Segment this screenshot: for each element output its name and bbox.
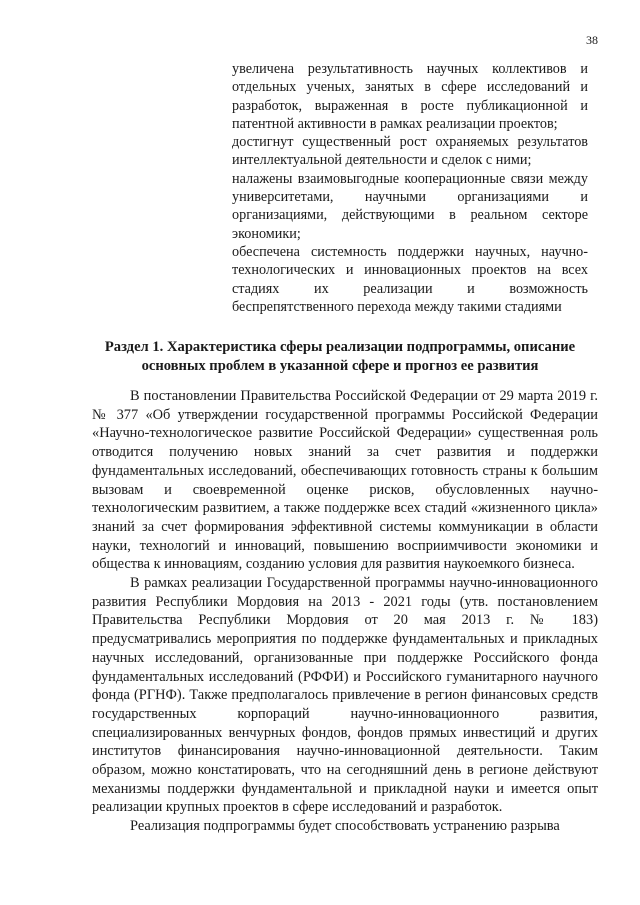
results-list	[232, 60, 588, 316]
paragraph: В постановлении Правительства Российской Федерации от 29 марта 2019 г. № 377 «Об утверждении государственной программы Российской Федерации «Научно-технологическое развитие Российской Федерации» существенная роль отводится получению новых знаний за счет развития и поддержки фундаментальных исследований, обеспечивающих готовность страны к большим вызовам и своевременной оценке рисков, обусловленных научно-технологическим развитием, а также поддержке всех стадий «жизненного цикла» знаний за счет формирования эффективной системы коммуникации в области науки, технологий и инноваций, повышению восприимчивости экономики и общества к инновациям, созданию условия для развития наукоемкого бизнеса.	[92, 388, 598, 573]
list-item: обеспечена системность поддержки научных, научно-технологических и инновационных проектов на всех стадиях их реализации и возможность беспрепятственного перехода между такими стадиями	[232, 243, 588, 315]
list-item: увеличена результативность научных коллективов и отдельных ученых, занятых в сфере исследований и разработок, выраженная в росте публикационной и патентной активности в рамках реализации проектов;	[232, 61, 588, 132]
page-number: 38	[586, 33, 598, 47]
list-item: налажены взаимовыгодные кооперационные связи между университетами, научными организациями и организациями, действующими в реальном секторе экономики;	[232, 170, 588, 242]
body-text	[92, 387, 598, 836]
paragraph: Реализация подпрограммы будет способствовать устранению разрыва	[130, 818, 560, 835]
section-heading: Раздел 1. Характеристика сферы реализации подпрограммы, описание основных проблем в указанной сфере и прогноз ее развития	[104, 339, 576, 374]
paragraph: В рамках реализации Государственной программы научно-инновационного развития Республики Мордовия на 2013 - 2021 годы (утв. постановлением Правительства Республики Мордовия от 20 мая 2013 г. № 183) предусматривались мероприятия по поддержке фундаментальных и прикладных научных исследований, организованные при поддержке Российского фонда фундаментальных исследований (РФФИ) и Российского гуманитарного научного фонда (РГНФ). Также предполагалось привлечение в регион финансовых средств государственных корпораций научно-инновационного развития, специализированных венчурных фондов, фондов прямых инвестиций и других институтов финансирования научно-инновационной деятельности. Таким образом, можно констатировать, что на сегодняшний день в регионе действуют механизмы поддержки фундаментальной и прикладной науки и имеется опыт реализации крупных проектов в сфере исследований и разработок.	[92, 575, 598, 816]
list-item: достигнут существенный рост охраняемых результатов интеллектуальной деятельности и сделок с ними;	[232, 134, 588, 169]
